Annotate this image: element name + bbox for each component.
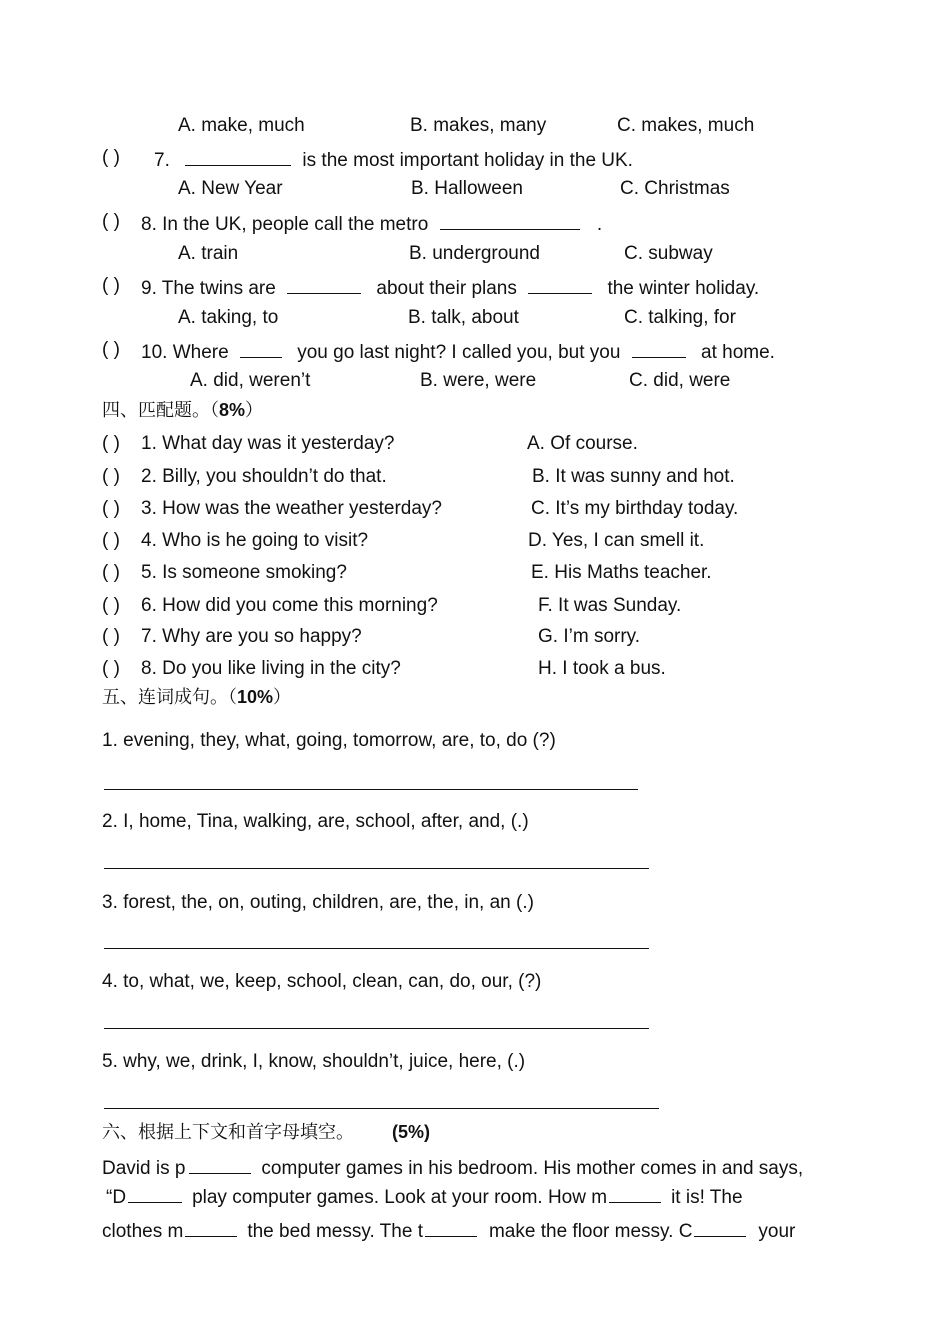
match-paren[interactable]: ( ) bbox=[102, 433, 120, 454]
q9-blank-1[interactable] bbox=[287, 275, 361, 294]
reorder-item: 3. forest, the, on, outing, children, are, the, in, an (.) bbox=[102, 892, 534, 913]
match-paren[interactable]: ( ) bbox=[102, 498, 120, 519]
q7-question bbox=[154, 147, 633, 172]
q7-text: is the most important holiday in the UK. bbox=[302, 150, 633, 171]
cloze-blank-m2[interactable] bbox=[185, 1218, 237, 1237]
cloze-blank-d[interactable] bbox=[128, 1184, 182, 1203]
cloze-line-3 bbox=[102, 1218, 795, 1243]
section6-title bbox=[102, 1121, 430, 1144]
q8-option-a: A. train bbox=[178, 243, 239, 264]
cloze-blank-m1[interactable] bbox=[609, 1184, 661, 1203]
q10-answer-paren[interactable]: ( ) bbox=[102, 339, 120, 360]
q10-option-a: A. did, weren’t bbox=[190, 370, 311, 391]
cloze-blank-t[interactable] bbox=[425, 1218, 477, 1237]
q6-option-a: A. make, much bbox=[178, 115, 305, 136]
cloze-text: “D bbox=[106, 1187, 127, 1208]
q10-option-b: B. were, were bbox=[420, 370, 537, 391]
section5-title-close: ） bbox=[273, 687, 292, 708]
section6-title-text: 六、根据上下文和首字母填空。 bbox=[102, 1122, 354, 1143]
section4-title bbox=[102, 399, 263, 422]
q9-question bbox=[141, 275, 759, 300]
q8-end: . bbox=[596, 214, 603, 235]
match-question: 3. How was the weather yesterday? bbox=[141, 498, 442, 519]
match-question: 2. Billy, you shouldn’t do that. bbox=[141, 466, 387, 487]
q10-blank-1[interactable] bbox=[240, 339, 282, 358]
answer-line[interactable] bbox=[104, 948, 649, 949]
section5-score: 10% bbox=[237, 687, 274, 707]
match-answer: C. It’s my birthday today. bbox=[531, 498, 739, 519]
q8-question bbox=[141, 211, 602, 236]
cloze-line-1 bbox=[102, 1155, 803, 1180]
section6-score: (5%) bbox=[392, 1122, 431, 1142]
reorder-item: 4. to, what, we, keep, school, clean, can, do, our, (?) bbox=[102, 971, 542, 992]
match-answer: A. Of course. bbox=[527, 433, 638, 454]
match-question: 4. Who is he going to visit? bbox=[141, 530, 369, 551]
answer-line[interactable] bbox=[104, 1028, 649, 1029]
cloze-blank-c[interactable] bbox=[694, 1218, 746, 1237]
answer-line[interactable] bbox=[104, 868, 649, 869]
cloze-text: David is p bbox=[102, 1158, 186, 1179]
match-answer: G. I’m sorry. bbox=[538, 626, 641, 647]
reorder-item: 5. why, we, drink, I, know, shouldn’t, juice, here, (.) bbox=[102, 1051, 526, 1072]
q9-answer-paren[interactable]: ( ) bbox=[102, 275, 120, 296]
cloze-blank-p[interactable] bbox=[189, 1155, 251, 1174]
match-paren[interactable]: ( ) bbox=[102, 466, 120, 487]
q9-option-c: C. talking, for bbox=[624, 307, 736, 328]
cloze-text: play computer games. Look at your room. How m bbox=[192, 1187, 608, 1208]
section5-title-text: 五、连词成句。（ bbox=[102, 687, 237, 708]
match-answer: H. I took a bus. bbox=[538, 658, 666, 679]
q10-option-c: C. did, were bbox=[629, 370, 731, 391]
cloze-text: the bed messy. The t bbox=[247, 1221, 423, 1242]
reorder-item: 2. I, home, Tina, walking, are, school, after, and, (.) bbox=[102, 811, 529, 832]
q8-text: 8. In the UK, people call the metro bbox=[141, 214, 429, 235]
q7-answer-paren[interactable]: ( ) bbox=[102, 147, 120, 168]
section5-title bbox=[102, 686, 291, 709]
match-answer: D. Yes, I can smell it. bbox=[528, 530, 705, 551]
section4-title-close: ） bbox=[245, 400, 264, 421]
match-question: 8. Do you like living in the city? bbox=[141, 658, 401, 679]
q8-option-c: C. subway bbox=[624, 243, 713, 264]
q10-blank-2[interactable] bbox=[632, 339, 686, 358]
cloze-line-2 bbox=[106, 1184, 743, 1209]
reorder-item: 1. evening, they, what, going, tomorrow, are, to, do (?) bbox=[102, 730, 556, 751]
q10-text-b: you go last night? I called you, but you bbox=[297, 342, 621, 363]
cloze-text: your bbox=[758, 1221, 796, 1242]
q6-option-b: B. makes, many bbox=[410, 115, 547, 136]
q7-option-a: A. New Year bbox=[178, 178, 283, 199]
q9-blank-2[interactable] bbox=[528, 275, 592, 294]
q6-option-c: C. makes, much bbox=[617, 115, 755, 136]
q10-question bbox=[141, 339, 775, 364]
q7-option-b: B. Halloween bbox=[411, 178, 523, 199]
q9-option-b: B. talk, about bbox=[408, 307, 519, 328]
match-paren[interactable]: ( ) bbox=[102, 562, 120, 583]
cloze-text: make the floor messy. C bbox=[488, 1221, 693, 1242]
match-question: 6. How did you come this morning? bbox=[141, 595, 438, 616]
cloze-text: computer games in his bedroom. His mother comes in and says, bbox=[261, 1158, 804, 1179]
q8-answer-paren[interactable]: ( ) bbox=[102, 211, 120, 232]
q7-option-c: C. Christmas bbox=[620, 178, 730, 199]
match-paren[interactable]: ( ) bbox=[102, 658, 120, 679]
match-paren[interactable]: ( ) bbox=[102, 595, 120, 616]
section4-score: 8% bbox=[219, 400, 246, 420]
q7-number: 7. bbox=[154, 150, 170, 171]
q7-blank[interactable] bbox=[185, 147, 291, 166]
cloze-text: it is! The bbox=[671, 1187, 743, 1208]
q9-text-c: the winter holiday. bbox=[607, 278, 760, 299]
q9-option-a: A. taking, to bbox=[178, 307, 279, 328]
match-answer: B. It was sunny and hot. bbox=[532, 466, 735, 487]
match-paren[interactable]: ( ) bbox=[102, 530, 120, 551]
cloze-text: clothes m bbox=[102, 1221, 184, 1242]
q9-text-b: about their plans bbox=[376, 278, 517, 299]
answer-line[interactable] bbox=[104, 789, 638, 790]
match-paren[interactable]: ( ) bbox=[102, 626, 120, 647]
match-answer: F. It was Sunday. bbox=[538, 595, 682, 616]
match-question: 7. Why are you so happy? bbox=[141, 626, 362, 647]
q8-blank[interactable] bbox=[440, 211, 580, 230]
match-question: 1. What day was it yesterday? bbox=[141, 433, 395, 454]
section4-title-text: 四、匹配题。（ bbox=[102, 400, 219, 421]
q8-option-b: B. underground bbox=[409, 243, 540, 264]
q10-text-a: 10. Where bbox=[141, 342, 229, 363]
match-question: 5. Is someone smoking? bbox=[141, 562, 347, 583]
q10-text-c: at home. bbox=[701, 342, 775, 363]
q9-text-a: 9. The twins are bbox=[141, 278, 276, 299]
match-answer: E. His Maths teacher. bbox=[531, 562, 712, 583]
answer-line[interactable] bbox=[104, 1108, 659, 1109]
